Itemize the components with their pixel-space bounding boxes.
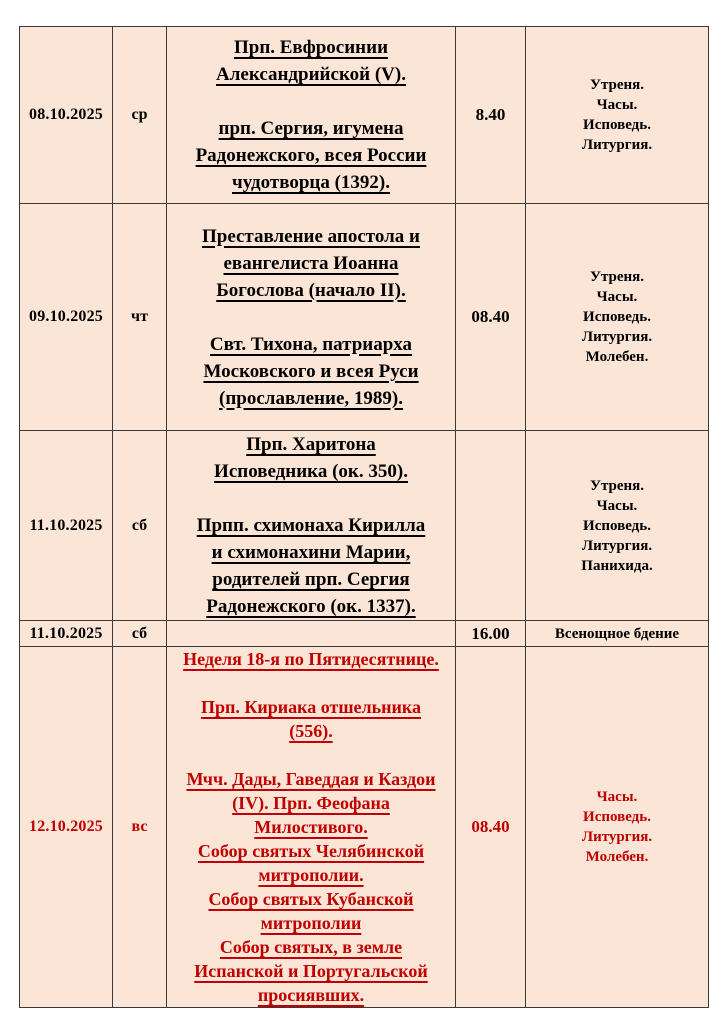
service-line: Исповедь. [583,517,651,534]
feast-line: митрополии. [258,865,364,885]
service-line: Часы. [596,97,638,113]
feast-line: чудотворца (1392). [231,172,390,193]
service-line: Литургия. [581,137,653,153]
table-row [20,204,709,431]
feast-line [171,671,451,695]
feast-line: евангелиста Иоанна [223,252,399,274]
feast-line: Собор святых, в земле [219,937,403,957]
service-line: Часы. [596,789,638,805]
services-cell [526,204,709,431]
time-cell: 16.00 [456,621,526,647]
feast-line: Милостивого. [254,817,368,837]
feast-line: Мчч. Дады, Гаведдая и Каздои [186,769,436,789]
service-line: Утреня. [589,477,645,494]
feast-line: Собор святых Кубанской [208,889,414,909]
service-line: Часы. [596,497,638,514]
time-cell: 8.40 [456,27,526,204]
feast-line: Прп. Евфросинии [233,37,389,58]
feast-line: Прп. Харитона [246,434,376,455]
weekday-cell: ср [113,27,167,204]
feast-line: родителей прп. Сергия [212,569,410,590]
service-line: Молебен. [585,849,649,865]
feast-line: и схимонахини Марии, [211,542,411,563]
schedule-table [19,26,709,1008]
services-cell [526,431,709,621]
feast-cell [167,621,456,647]
service-line: Всенощное бдение [554,625,680,642]
service-line: Часы. [596,289,638,305]
schedule-body [20,27,709,1008]
feast-line: просиявших. [257,985,365,1005]
service-line: Литургия. [581,329,653,345]
feast-line [171,743,451,767]
service-line: Утреня. [589,77,645,93]
services-cell [526,621,709,647]
table-row [20,647,709,1008]
feast-line: Собор святых Челябинской [197,841,425,861]
service-line: Исповедь. [583,309,651,325]
feast-cell [167,647,456,1008]
weekday-cell: сб [113,431,167,621]
weekday-cell: вс [113,647,167,1008]
table-row [20,621,709,647]
feast-cell [167,431,456,621]
service-line: Панихида. [581,557,653,574]
date-cell: 11.10.2025 [20,621,113,647]
weekday-cell: чт [113,204,167,431]
date-cell: 09.10.2025 [20,204,113,431]
services-cell [526,27,709,204]
feast-line: Неделя 18-я по Пятидесятнице. [183,649,439,669]
service-line: Литургия. [581,537,653,554]
service-line: Утреня. [589,269,645,285]
feast-line: прп. Сергия, игумена [218,118,404,139]
feast-line: (IV). Прп. Феофана [232,793,390,813]
feast-line: Прпп. схимонаха Кирилла [196,515,426,536]
feast-cell [167,204,456,431]
table-row [20,27,709,204]
service-line: Молебен. [585,349,649,365]
feast-line [171,304,451,331]
table-row [20,431,709,621]
feast-line: Радонежского, всея России [195,145,427,166]
feast-line [171,485,451,512]
date-cell: 11.10.2025 [20,431,113,621]
service-line: Литургия. [581,829,653,845]
feast-line: Богослова (начало II). [216,279,406,301]
service-line: Исповедь. [583,809,651,825]
feast-line: Александрийской (V). [216,64,406,85]
feast-line: Свт. Тихона, патриарха [209,333,413,355]
feast-line: Радонежского (ок. 1337). [206,596,416,617]
feast-line [171,88,451,115]
time-cell [456,431,526,621]
feast-line: Московского и всея Руси [203,360,419,382]
date-cell: 12.10.2025 [20,647,113,1008]
time-cell: 08.40 [456,647,526,1008]
feast-line: митрополии [260,913,362,933]
time-cell: 08.40 [456,204,526,431]
services-cell [526,647,709,1008]
feast-cell [167,27,456,204]
weekday-cell: сб [113,621,167,647]
feast-line: Преставление апостола и [201,225,420,247]
feast-line: (556). [289,721,333,741]
service-line: Исповедь. [583,117,651,133]
date-cell: 08.10.2025 [20,27,113,204]
feast-line: Исповедника (ок. 350). [214,461,408,482]
feast-line: (прославление, 1989). [219,387,403,409]
feast-line: Испанской и Португальской [194,961,428,981]
feast-line: Прп. Кириака отшельника [200,697,422,717]
